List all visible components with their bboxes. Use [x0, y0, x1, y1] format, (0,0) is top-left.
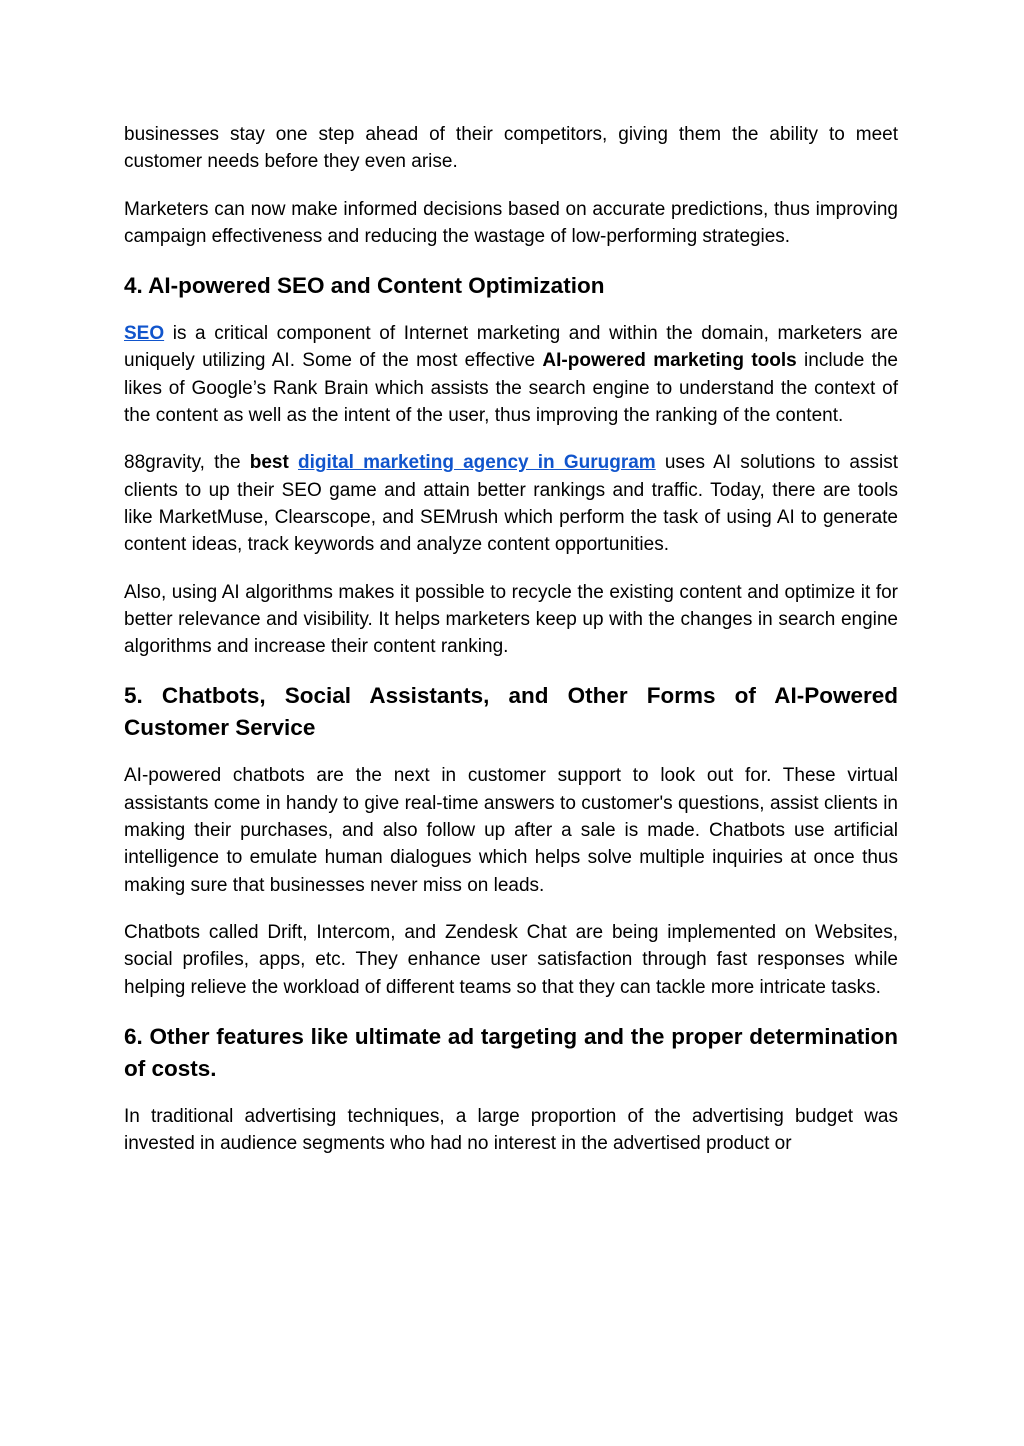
seo-bold-tools: AI-powered marketing tools — [542, 350, 797, 372]
gravity-bold-best: best — [249, 452, 289, 474]
document-body — [124, 121, 898, 1177]
paragraph-chatbot-tools: Chatbots called Drift, Intercom, and Zendesk Chat are being implemented on Websites, social profiles, apps, etc. They enhance user satisfaction through fast responses while helping relieve the workload of different teams so that they can tackle more intricate tasks. — [124, 921, 898, 998]
gravity-text-1: 88gravity, the — [124, 452, 250, 474]
paragraph-informed-decisions: Marketers can now make informed decisions based on accurate predictions, thus improving campaign effectiveness and reducing the wastage of low-performing strategies. — [124, 198, 898, 247]
paragraph-seo — [124, 320, 898, 429]
heading-chatbots: 5. Chatbots, Social Assistants, and Other Forms of AI-Powered Customer Service — [124, 683, 898, 741]
gravity-space — [289, 452, 298, 473]
seo-text-1: is a critical component of Internet marketing and within the domain, marketers are uniquely utilizing AI. Some of the most effective — [124, 323, 898, 372]
paragraph-traditional-advertising: In traditional advertising techniques, a large proportion of the advertising budget was invested in audience segments who had no interest in the advertised product or — [124, 1105, 898, 1155]
paragraph-intro-continued: businesses stay one step ahead of their competitors, giving them the ability to meet customer needs before they even arise. — [124, 124, 898, 173]
seo-text-2: include the likes of Google’s Rank Brain which assists the search engine to understand the context of the content as well as the intent of the user, thus improving the ranking of the content. — [124, 350, 898, 427]
agency-link[interactable]: digital marketing agency in Gurugram — [298, 452, 656, 474]
paragraph-recycle-content: Also, using AI algorithms makes it possible to recycle the existing content and optimize it for better relevance and visibility. It helps marketers keep up with the changes in search engine algorithms and increase their content ranking. — [124, 581, 898, 658]
paragraph-88gravity — [124, 449, 898, 558]
paragraph-chatbots: AI-powered chatbots are the next in customer support to look out for. These virtual assistants come in handy to give real-time answers to customer's questions, assist clients in making their purchases, and also follow up after a sale is made. Chatbots use artificial intelligence to emulate human dialogues which helps solve multiple inquiries at once thus making sure that businesses never miss on leads. — [124, 765, 898, 896]
heading-ai-seo: 4. AI-powered SEO and Content Optimization — [124, 273, 605, 299]
heading-ad-targeting: 6. Other features like ultimate ad targeting and the proper determination of costs. — [124, 1023, 898, 1081]
gravity-text-2: uses AI solutions to assist clients to up their SEO game and attain better rankings and traffic. Today, there are tools like MarketMuse, Clearscope, and SEMrush which perform the task of using AI to generate content ideas, track keywords and analyze content opportunities. — [124, 452, 898, 556]
seo-link[interactable]: SEO — [124, 323, 165, 345]
